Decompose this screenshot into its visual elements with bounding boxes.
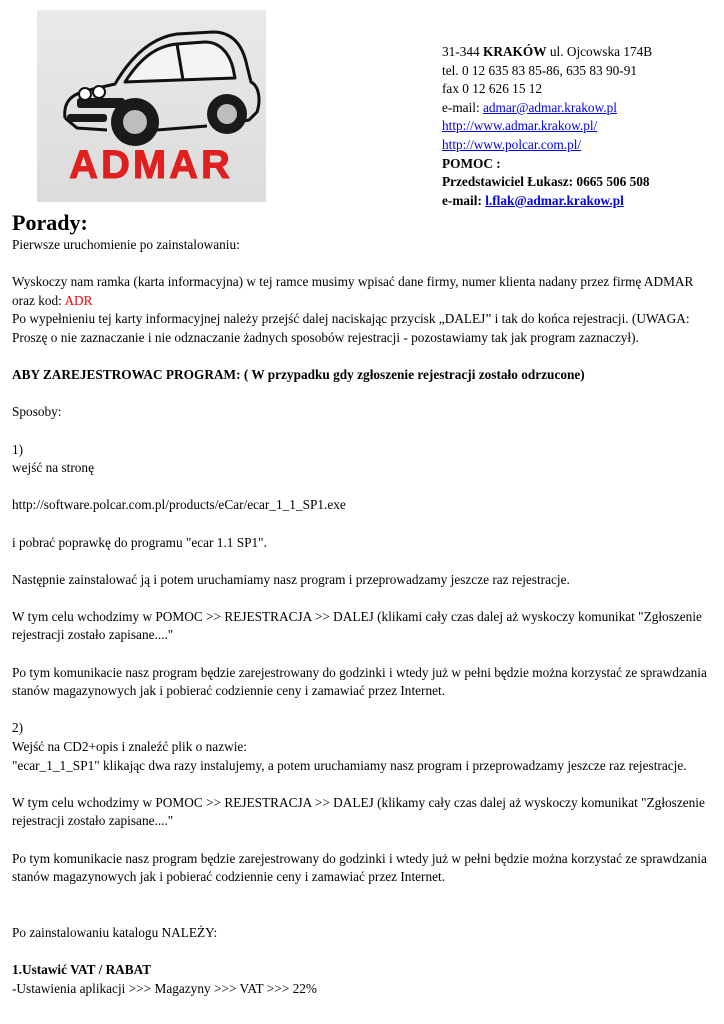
contact-block: [442, 43, 652, 210]
step1-url: http://software.polcar.com.pl/products/eCar/ecar_1_1_SP1.exe: [12, 497, 346, 513]
step1-goal: W tym celu wchodzimy w POMOC >> REJESTRACJA >> DALEJ (klikami cały czas dalej aż wyskoczy komunikat "Zgłoszenie rejestracji zostało zapisane....": [12, 608, 702, 643]
step1-after: Po tym komunikacie nasz program będzie zarejestrowany do godzinki i wtedy już w pełni będzie można korzystać ze sprawdzania stanów magazynowych jak i pobierać codziennie ceny i zamawiać przez Internet.: [12, 664, 707, 699]
step2-file: "ecar_1_1_SP1" klikając dwa razy instalujemy, a potem uruchamiamy nasz program i przeprowadzamy jeszcze raz rejestracje.: [12, 757, 687, 773]
vat-path: -Ustawienia aplikacji >>> Magazyny >>> VAT >>> 22%: [12, 980, 317, 996]
step2-text: Wejść na CD2+opis i znaleźć plik o nazwie:: [12, 739, 247, 755]
phone: tel. 0 12 635 83 85-86, 635 83 90-91: [442, 62, 638, 78]
info-paragraph-2: Po wypełnieniu tej karty informacyjnej należy przejść dalej naciskając przycisk „DALEJ” i tak do końca rejestracji. (UWAGA: Proszę o nie zaznaczanie i nie odznaczanie żadnych sposobów rejestracji - pozostawiamy tak jak program zaznaczył).: [12, 311, 690, 345]
step1-download: i pobrać poprawkę do programu "ecar 1.1 SP1".: [12, 534, 267, 550]
info-paragraph: Wyskoczy nam ramka (karta informacyjna) w tej ramce musimy wpisać dane firmy, numer klienta nadany przez firmę ADMAR oraz kod: ADR: [12, 274, 694, 308]
website-link-admar[interactable]: http://www.admar.krakow.pl/: [442, 118, 598, 134]
step2-number: 2): [12, 720, 24, 736]
fax: fax 0 12 626 15 12: [442, 81, 543, 97]
admar-logo: [37, 10, 266, 202]
step2-after: Po tym komunikacie nasz program będzie zarejestrowany do godzinki i wtedy już w pełni będzie można korzystać ze sprawdzania stanów magazynowych jak i pobierać codziennie ceny i zamawiać przez Internet.: [12, 850, 707, 885]
step1-install: Następnie zainstalować ją i potem uruchamiamy nasz program i przeprowadzamy jeszcze raz rejestracje.: [12, 571, 570, 587]
representative-email-link[interactable]: l.flak@admar.krakow.pl: [485, 192, 624, 208]
intro-text: Pierwsze uruchomienie po zainstalowaniu:: [12, 237, 240, 252]
representative: Przedstawiciel Łukasz: 0665 506 508: [442, 174, 650, 190]
vat-heading: 1.Ustawić VAT / RABAT: [12, 962, 152, 978]
logo-brand-text: ADMAR: [69, 143, 233, 187]
step2-goal: W tym celu wchodzimy w POMOC >> REJESTRACJA >> DALEJ (klikamy cały czas dalej aż wyskoczy komunikat "Zgłoszenie rejestracji zostało zapisane....": [12, 794, 705, 829]
main-content: [12, 210, 712, 998]
page-title: Porady:: [12, 210, 88, 235]
representative-email-line: e-mail: l.flak@admar.krakow.pl: [442, 192, 624, 208]
address: 31-344 KRAKÓW ul. Ojcowska 174B: [442, 44, 653, 59]
email-line: e-mail: admar@admar.krakow.pl: [442, 99, 617, 115]
ways-label: Sposoby:: [12, 404, 62, 420]
website-link-polcar[interactable]: http://www.polcar.com.pl/: [442, 136, 582, 152]
email-link[interactable]: admar@admar.krakow.pl: [482, 99, 617, 115]
after-install-label: Po zainstalowaniu katalogu NALEŻY:: [12, 924, 218, 940]
register-heading: ABY ZAREJESTROWAC PROGRAM: ( W przypadku gdy zgłoszenie rejestracji zostało odrzucone): [12, 367, 585, 383]
help-label: POMOC :: [442, 155, 501, 171]
step1-text: wejść na stronę: [12, 460, 94, 476]
car-logo-icon: [37, 10, 266, 202]
code-value: ADR: [64, 292, 93, 308]
step1-number: 1): [12, 441, 24, 457]
